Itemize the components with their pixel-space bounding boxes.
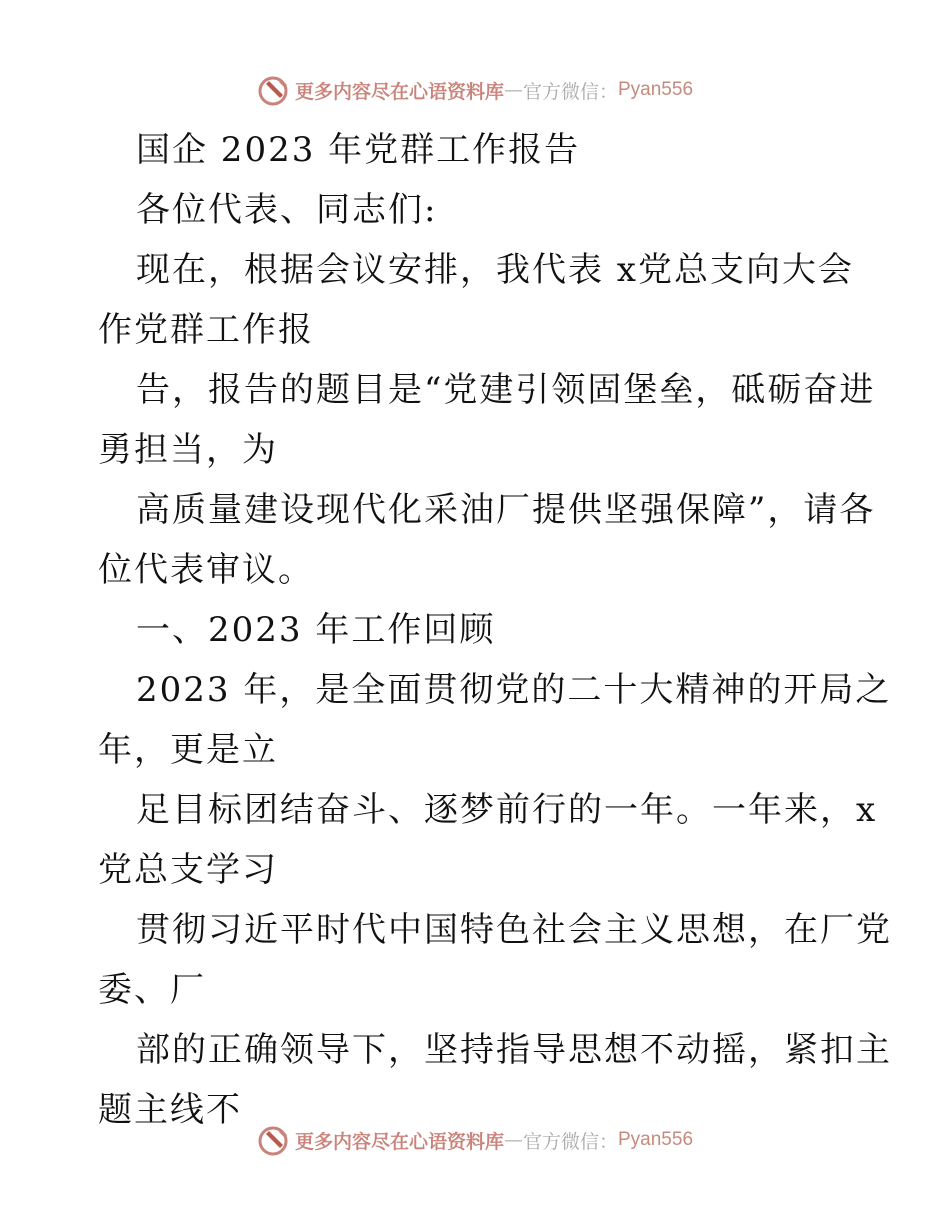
body-line: 位代表审议。 [98,550,314,590]
body-line: 勇担当，为 [98,430,278,470]
body-line: 党总支学习 [98,850,278,890]
body-line: 委、厂 [98,970,206,1010]
body-line: 高质量建设现代化采油厂提供坚强保障”，请各 [136,490,876,530]
watermark-wechat-id: Pyan556 [618,1129,694,1150]
body-line: 作党群工作报 [98,310,314,350]
watermark-dash: — [503,79,523,101]
body-line: 足目标团结奋斗、逐梦前行的一年。一年来，x [136,790,878,830]
body-line: 现在，根据会议安排，我代表 x党总支向大会 [136,250,854,290]
body-line: 告，报告的题目是“党建引领固堡垒，砥砺奋进 [136,370,876,410]
body-line: 贯彻习近平时代中国特色社会主义思想，在厂党 [136,910,892,950]
watermark-wechat-label: 官方微信： [522,80,618,103]
header-watermark [0,70,950,110]
body-line: 题主线不 [98,1090,242,1130]
watermark-wechat-label: 官方微信： [522,1130,618,1153]
body-line: 2023 年，是全面贯彻党的二十大精神的开局之 [136,670,892,710]
pen-logo-icon [257,1123,291,1157]
body-line: 年，更是立 [98,730,278,770]
watermark-main-text: 更多内容尽在心语资料库 [294,80,504,103]
watermark-wechat-id: Pyan556 [618,79,694,100]
document-body [98,120,892,1140]
section-heading: 一、2023 年工作回顾 [136,610,496,650]
footer-watermark [0,1120,950,1160]
watermark-main-text: 更多内容尽在心语资料库 [294,1130,504,1153]
salutation: 各位代表、同志们: [136,190,438,230]
pen-logo-icon [257,73,291,107]
body-line: 部的正确领导下，坚持指导思想不动摇，紧扣主 [136,1030,892,1070]
document-title: 国企 2023 年党群工作报告 [136,130,581,170]
watermark-dash: — [503,1129,523,1151]
